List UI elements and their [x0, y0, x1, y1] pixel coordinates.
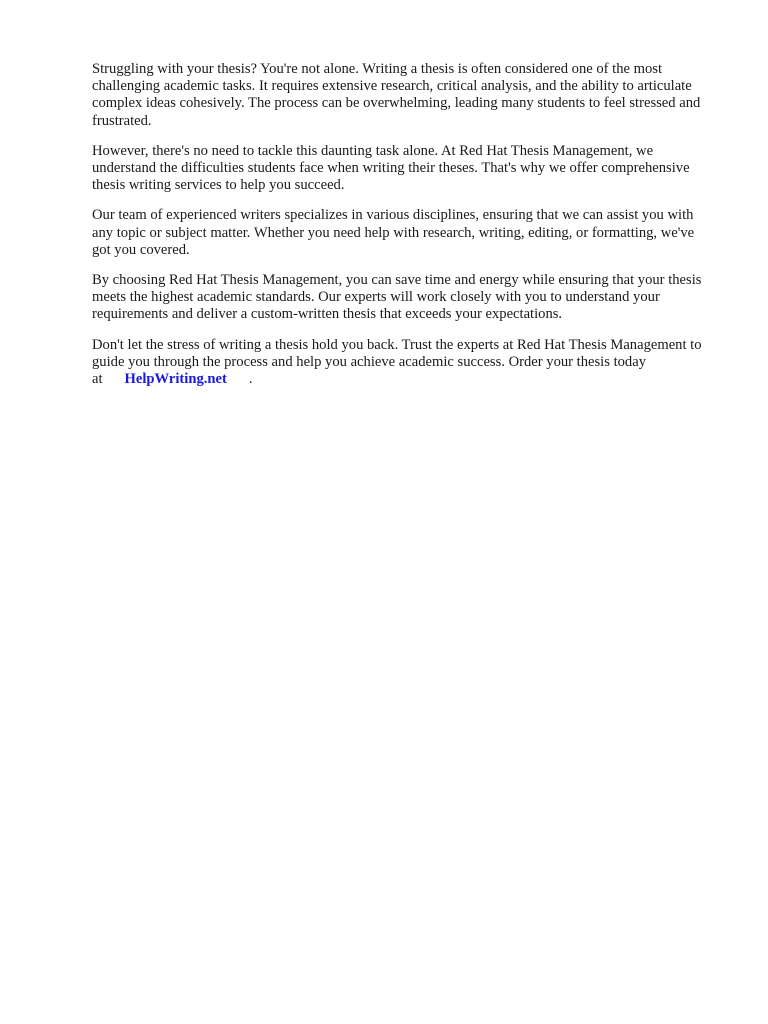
paragraph-intro: Struggling with your thesis? You're not alone. Writing a thesis is often considered one of the most challenging academic tasks. It requires extensive research, critical analysis, and the ability to articulate complex ideas cohesively. The process can be overwhelming, leading many students to feel stressed and frustrated.	[92, 61, 701, 129]
paragraph-closing	[92, 337, 712, 389]
closing-text: Don't let the stress of writing a thesis hold you back. Trust the experts at Red Hat Thesis Management to guide you through the process and help you achieve academic success. Order your thesis today at	[92, 336, 702, 388]
closing-period: .	[248, 371, 253, 388]
helpwriting-link[interactable]: HelpWriting.net	[124, 371, 227, 388]
paragraph-benefits: By choosing Red Hat Thesis Management, you can save time and energy while ensuring that your thesis meets the highest academic standards. Our experts will work closely with you to understand your requirements and deliver a custom-written thesis that exceeds your expectations.	[92, 272, 702, 323]
paragraph-service: However, there's no need to tackle this daunting task alone. At Red Hat Thesis Management, we understand the difficulties students face when writing their theses. That's why we offer comprehensive thesis writing services to help you succeed.	[92, 142, 690, 194]
document-body	[92, 61, 712, 401]
paragraph-team: Our team of experienced writers specializes in various disciplines, ensuring that we can assist you with any topic or subject matter. Whether you need help with research, writing, editing, or formatting, we've got you covered.	[92, 207, 695, 258]
